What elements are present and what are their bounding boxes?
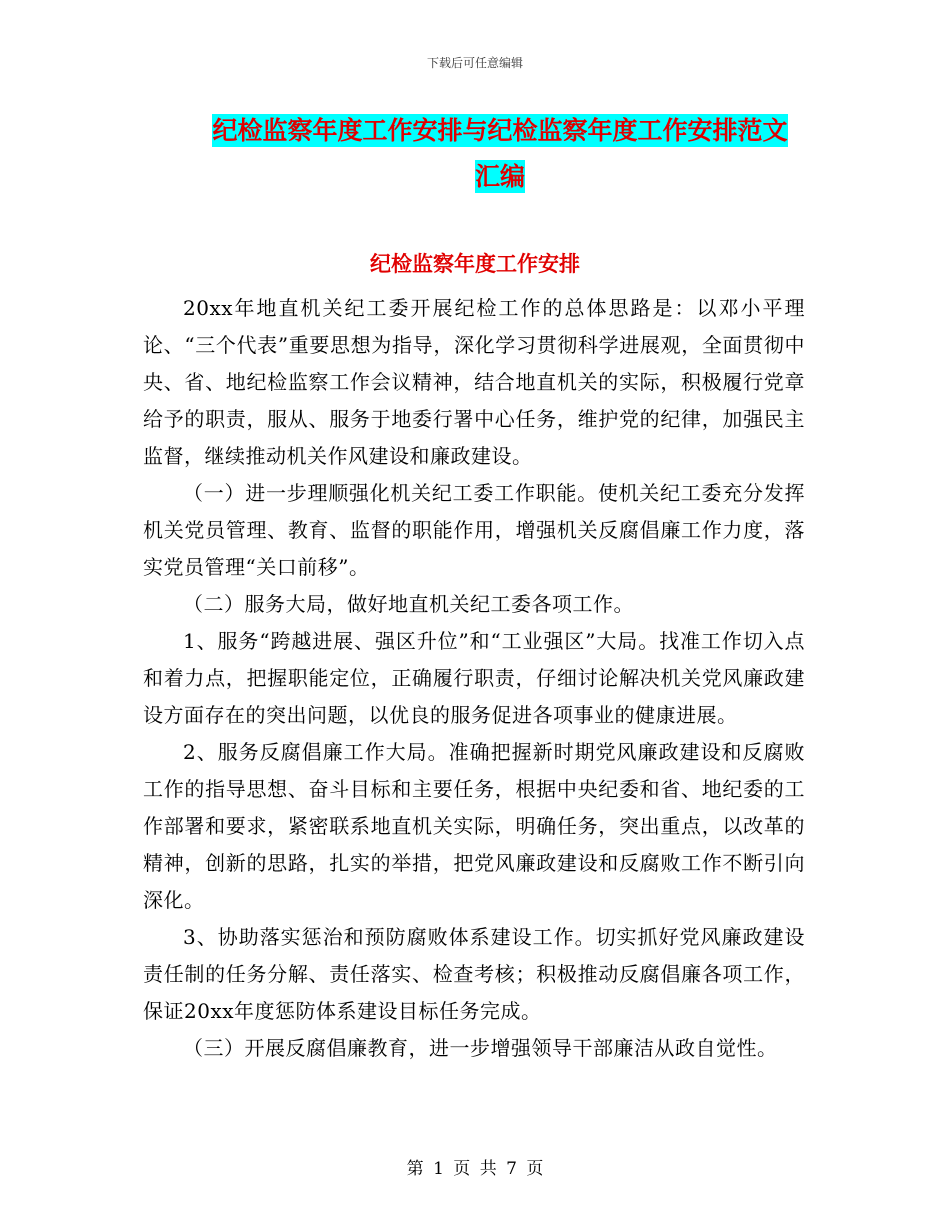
section-title: 纪检监察年度工作安排	[370, 252, 580, 276]
paragraph: 2、服务反腐倡廉工作大局。准确把握新时期党风廉政建设和反腐败工作的指导思想、奋斗目标和主要任务，根据中央纪委和省、地纪委的工作部署和要求，紧密联系地直机关实际，明确任务，突出重点，以改革的精神，创新的思路，扎实的举措，把党风廉政建设和反腐败工作不断引向深化。	[143, 740, 805, 912]
page-footer: 第 1 页 共 7 页	[406, 1159, 544, 1179]
paragraph: （二）服务大局，做好地直机关纪工委各项工作。	[183, 592, 634, 616]
paragraph: 20xx年地直机关纪工委开展纪检工作的总体思路是：以邓小平理论、“三个代表”重要思想为指导，深化学习贯彻科学进展观，全面贯彻中央、省、地纪检监察工作会议精神，结合地直机关的实际，积极履行党章给予的职责，服从、服务于地委行署中心任务，维护党的纪律，加强民主监督，继续推动机关作风建设和廉政建设。	[143, 296, 805, 468]
document-title-line-1: 纪检监察年度工作安排与纪检监察年度工作安排范文	[212, 116, 788, 145]
paragraph: 3、协助落实惩治和预防腐败体系建设工作。切实抓好党风廉政建设责任制的任务分解、责任落实、检查考核；积极推动反腐倡廉各项工作，保证20xx年度惩防体系建设目标任务完成。	[143, 925, 805, 1023]
header-note: 下载后可任意编辑	[426, 56, 523, 70]
paragraph: （一）进一步理顺强化机关纪工委工作职能。使机关纪工委充分发挥机关党员管理、教育、监督的职能作用，增强机关反腐倡廉工作力度，落实党员管理“关口前移”。	[143, 481, 805, 579]
paragraph: 1、服务“跨越进展、强区升位”和“工业强区”大局。找准工作切入点和着力点，把握职能定位，正确履行职责，仔细讨论解决机关党风廉政建设方面存在的突出问题，以优良的服务促进各项事业的健康进展。	[143, 629, 805, 727]
paragraph: （三）开展反腐倡廉教育，进一步增强领导干部廉洁从政自觉性。	[183, 1036, 778, 1060]
document-title-line-2: 汇编	[474, 162, 525, 191]
document-title	[140, 108, 860, 200]
document-body	[143, 290, 805, 1067]
